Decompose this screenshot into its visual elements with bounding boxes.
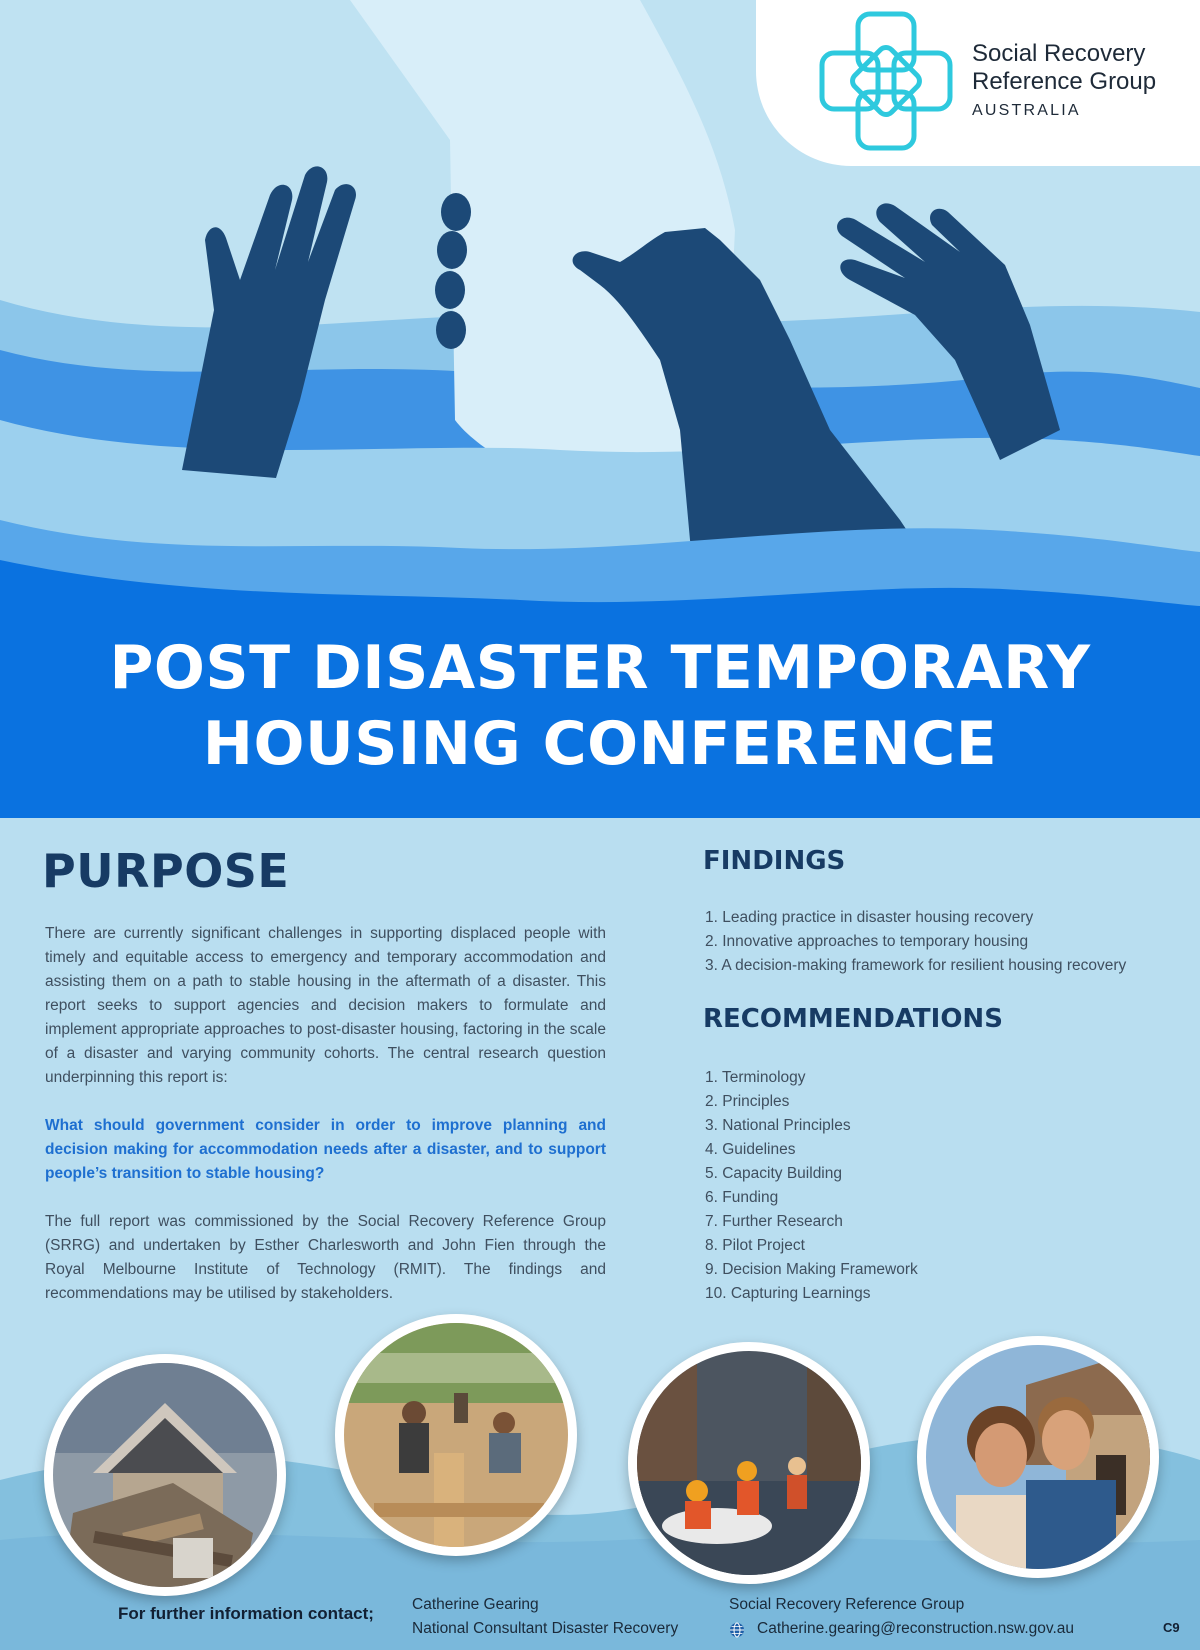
destroyed-house-photo <box>44 1354 286 1596</box>
volunteers-rebuilding-photo <box>335 1314 577 1556</box>
logo-wordmark <box>972 40 1156 124</box>
logo-line-1: Social Recovery <box>972 40 1146 67</box>
recommendation-item: 1. Terminology <box>705 1069 806 1086</box>
research-question: What should government consider in order to improve planning and decision making for accommodation needs after a disaster, and to support people’s transition to stable housing? <box>45 1117 606 1182</box>
organisation-name: Social Recovery Reference Group <box>729 1596 965 1613</box>
recommendation-item: 8. Pilot Project <box>705 1237 805 1254</box>
recommendation-item: 7. Further Research <box>705 1213 843 1230</box>
contact-role: National Consultant Disaster Recovery <box>412 1620 679 1637</box>
page-title <box>0 630 1200 782</box>
purpose-heading: PURPOSE <box>42 844 290 898</box>
recommendation-item: 3. National Principles <box>705 1117 851 1134</box>
contact-name: Catherine Gearing <box>412 1596 539 1613</box>
contact-email-link[interactable]: Catherine.gearing@reconstruction.nsw.gov.au <box>757 1620 1075 1637</box>
srrg-logo-icon <box>816 8 956 154</box>
findings-item: 2. Innovative approaches to temporary housing <box>705 933 1029 950</box>
recommendation-item: 4. Guidelines <box>705 1141 796 1158</box>
hero-banner <box>0 0 1200 818</box>
recommendations-heading: RECOMMENDATIONS <box>703 1004 1003 1034</box>
title-line-1: POST DISASTER TEMPORARY <box>109 633 1091 703</box>
recommendation-item: 6. Funding <box>705 1189 779 1206</box>
findings-item: 1. Leading practice in disaster housing recovery <box>705 909 1034 926</box>
recommendations-list <box>705 1066 918 1306</box>
flood-rescue-photo <box>628 1342 870 1584</box>
recommendation-item: 5. Capacity Building <box>705 1165 842 1182</box>
recommendation-item: 9. Decision Making Framework <box>705 1261 918 1278</box>
family-home-photo <box>917 1336 1159 1578</box>
findings-heading: FINDINGS <box>703 846 846 876</box>
findings-item: 3. A decision-making framework for resilient housing recovery <box>705 957 1127 974</box>
purpose-paragraph: There are currently significant challenges in supporting displaced people with timely and equitable access to emergency and temporary accommodation and assisting them on a path to stable housing in the aftermath of a disaster. This report seeks to support agencies and decision makers to formulate and implement appropriate approaches to post-disaster housing, factoring in the scale of a disaster and varying community cohorts. The central research question underpinning this report is: <box>45 925 606 1086</box>
logo-line-3: AUSTRALIA <box>972 102 1081 119</box>
recommendation-item: 10. Capturing Learnings <box>705 1285 871 1302</box>
page-code: C9 <box>1163 1620 1180 1635</box>
recommendation-item: 2. Principles <box>705 1093 790 1110</box>
title-line-2: HOUSING CONFERENCE <box>202 709 998 779</box>
report-credits-paragraph: The full report was commissioned by the Social Recovery Reference Group (SRRG) and undertaken by Esther Charlesworth and John Fien through the Royal Melbourne Institute of Technology (RMIT). The findings and recommendations may be utilised by stakeholders. <box>45 1213 606 1302</box>
contact-label: For further information contact; <box>118 1604 374 1623</box>
findings-list <box>705 906 1126 978</box>
globe-icon <box>729 1622 745 1638</box>
logo-line-2: Reference Group <box>972 68 1157 95</box>
